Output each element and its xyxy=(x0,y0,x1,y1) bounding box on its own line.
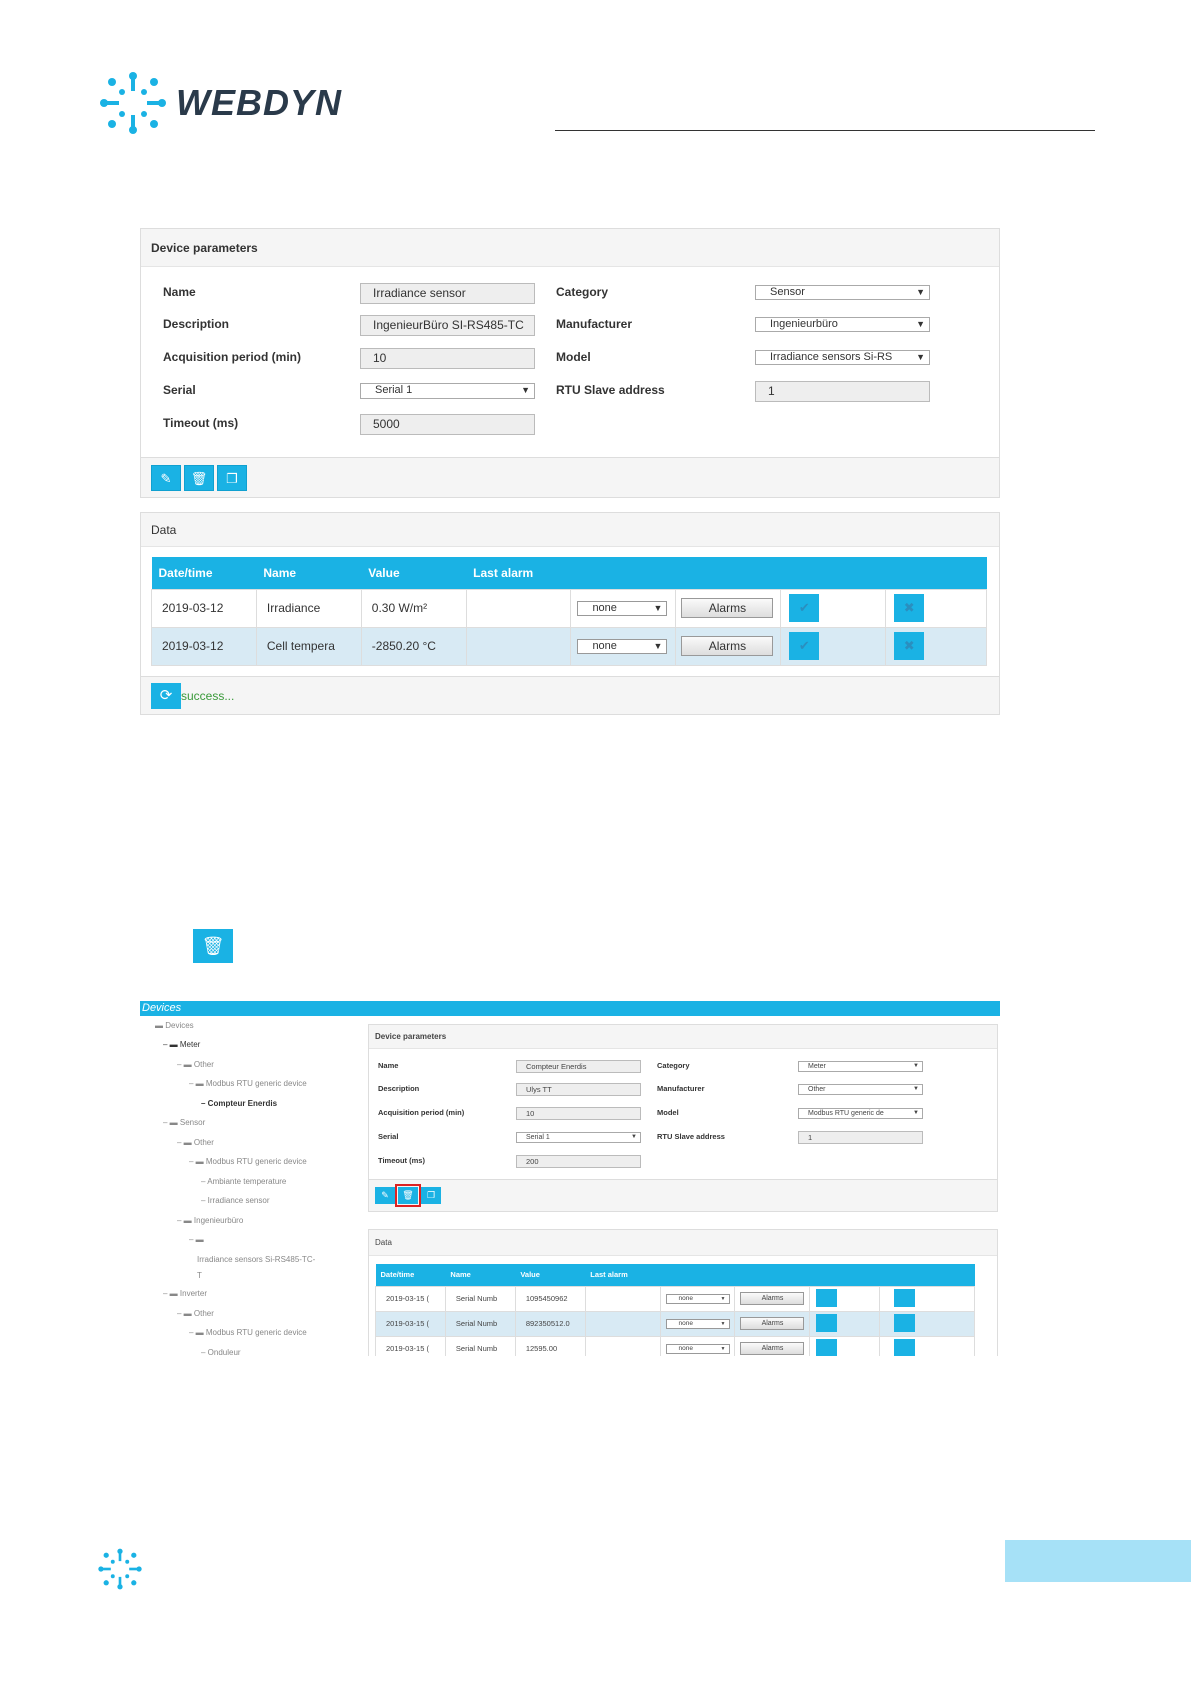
tree-node[interactable]: – ▬ Modbus RTU generic device xyxy=(189,1079,307,1088)
timeout-label: Timeout (ms) xyxy=(378,1156,425,1165)
column-header-last-alarm: Last alarm xyxy=(466,557,571,589)
cell-datetime: 2019-03-15 ( xyxy=(376,1311,446,1336)
tree-node[interactable]: – ▬ Ingenieurbüro xyxy=(177,1216,244,1225)
cell-value: -2850.20 °C xyxy=(361,627,466,665)
description-input[interactable]: IngenieurBüro SI-RS485-TC xyxy=(360,315,535,336)
acquisition-period-input[interactable]: 10 xyxy=(516,1107,641,1120)
model-select-value: Irradiance sensors Si-RS xyxy=(770,351,893,363)
serial-label: Serial xyxy=(378,1132,399,1141)
remove-button[interactable] xyxy=(894,594,924,622)
header-rule xyxy=(555,130,1095,131)
column-header-value: Value xyxy=(515,1264,585,1286)
row-select-value: none xyxy=(678,1320,693,1327)
table-header-row xyxy=(376,1264,975,1286)
device-screenshot-2 xyxy=(140,1001,1000,1356)
chevron-down-icon: ▼ xyxy=(913,1086,919,1092)
timeout-input[interactable]: 5000 xyxy=(360,414,535,435)
table-row xyxy=(376,1336,975,1356)
device-parameters-form xyxy=(369,1049,997,1179)
copy-icon: ❐ xyxy=(426,1190,436,1200)
refresh-icon: ⟳ xyxy=(159,686,173,704)
manufacturer-select-value: Ingenieurbüro xyxy=(770,318,838,330)
edit-button[interactable] xyxy=(375,1187,395,1204)
device-parameters-panel xyxy=(140,228,1000,498)
acquisition-period-label: Acquisition period (min) xyxy=(378,1108,465,1117)
device-parameters-title: Device parameters xyxy=(141,229,999,267)
alarms-button[interactable]: Alarms xyxy=(681,636,773,656)
column-header-datetime: Date/time xyxy=(376,1264,446,1286)
delete-button-highlighted[interactable] xyxy=(398,1187,418,1204)
serial-select[interactable] xyxy=(516,1132,641,1143)
validate-button[interactable] xyxy=(789,632,819,660)
cell-value: 892350512.0 xyxy=(515,1311,585,1336)
devices-title-bar: Devices xyxy=(140,1001,1000,1016)
model-label: Model xyxy=(556,350,591,364)
copy-button[interactable] xyxy=(217,465,247,491)
table-header-row xyxy=(152,557,987,589)
footer-page-tab xyxy=(1005,1540,1191,1582)
row-select-value: none xyxy=(592,640,617,652)
chevron-down-icon: ▼ xyxy=(521,385,530,395)
column-header-datetime: Date/time xyxy=(152,557,257,589)
device-parameters-title: Device parameters xyxy=(369,1025,997,1049)
remove-button[interactable] xyxy=(894,1289,915,1307)
model-select[interactable] xyxy=(798,1108,923,1119)
row-select-value: none xyxy=(678,1295,693,1302)
category-label: Category xyxy=(657,1061,690,1070)
model-label: Model xyxy=(657,1108,679,1117)
category-select[interactable] xyxy=(798,1061,923,1072)
validate-button[interactable] xyxy=(789,594,819,622)
cell-datetime: 2019-03-12 xyxy=(152,627,257,665)
edit-button[interactable] xyxy=(151,465,181,491)
name-label: Name xyxy=(163,285,196,299)
chevron-down-icon: ▼ xyxy=(916,287,925,297)
table-row xyxy=(376,1286,975,1311)
footer-logo xyxy=(97,1547,143,1596)
cell-datetime: 2019-03-15 ( xyxy=(376,1286,446,1311)
table-row xyxy=(152,589,987,627)
cell-name: Serial Numb xyxy=(445,1286,515,1311)
rtu-slave-address-input[interactable]: 1 xyxy=(755,381,930,402)
status-message: success... xyxy=(181,688,235,703)
column-header-name: Name xyxy=(256,557,361,589)
row-select[interactable] xyxy=(577,639,667,654)
serial-select-value: Serial 1 xyxy=(375,384,413,396)
edit-icon: ✎ xyxy=(381,1190,389,1200)
cell-last-alarm xyxy=(466,627,571,665)
serial-select-value: Serial 1 xyxy=(526,1134,550,1141)
rtu-slave-address-input[interactable]: 1 xyxy=(798,1131,923,1144)
row-select[interactable] xyxy=(577,601,667,616)
row-select-value: none xyxy=(592,602,617,614)
validate-button[interactable] xyxy=(816,1289,837,1307)
tree-node[interactable]: – ▬ Modbus RTU generic device xyxy=(189,1328,307,1337)
manufacturer-label: Manufacturer xyxy=(657,1084,705,1093)
webdyn-logo-icon xyxy=(98,70,168,136)
description-label: Description xyxy=(378,1084,420,1093)
serial-label: Serial xyxy=(163,383,196,397)
validate-button[interactable] xyxy=(816,1339,837,1357)
device-screenshot-1 xyxy=(140,228,1000,715)
device-toolbar xyxy=(141,457,999,497)
cell-last-alarm xyxy=(585,1336,660,1356)
trash-icon: 🗑 xyxy=(201,936,225,956)
chevron-down-icon: ▼ xyxy=(913,1063,919,1069)
cell-name: Serial Numb xyxy=(445,1311,515,1336)
description-input[interactable]: Ulys TT xyxy=(516,1083,641,1096)
tree-node: T xyxy=(197,1271,202,1280)
data-table xyxy=(151,557,987,666)
data-panel-small xyxy=(368,1229,998,1356)
category-label: Category xyxy=(556,285,609,299)
device-toolbar xyxy=(369,1179,997,1211)
data-title: Data xyxy=(141,513,999,547)
manufacturer-select-value: Other xyxy=(808,1086,826,1093)
tree-node[interactable]: – ▬ Meter xyxy=(163,1040,201,1049)
chevron-down-icon: ▼ xyxy=(720,1346,726,1352)
status-bar xyxy=(141,676,999,714)
table-row xyxy=(152,627,987,665)
remove-button[interactable] xyxy=(894,632,924,660)
acquisition-period-input[interactable]: 10 xyxy=(360,348,535,369)
chevron-down-icon: ▼ xyxy=(720,1321,726,1327)
tree-node[interactable]: – ▬ xyxy=(189,1235,204,1244)
cell-datetime: 2019-03-12 xyxy=(152,589,257,627)
tree-node[interactable]: – Ambiante temperature xyxy=(201,1177,287,1186)
category-select[interactable] xyxy=(755,285,930,300)
row-select[interactable] xyxy=(666,1344,730,1354)
row-select[interactable] xyxy=(666,1319,730,1329)
category-select-value: Meter xyxy=(808,1063,826,1070)
tree-node[interactable]: – Irradiance sensor xyxy=(201,1196,270,1205)
category-select-value: Sensor xyxy=(770,286,805,298)
tree-node[interactable]: – ▬ Other xyxy=(177,1309,214,1318)
cell-name: Irradiance xyxy=(256,589,361,627)
trash-icon: 🗑 xyxy=(190,471,208,486)
alarms-button[interactable]: Alarms xyxy=(740,1317,804,1330)
remove-button[interactable] xyxy=(894,1314,915,1332)
rtu-slave-address-label: RTU Slave address xyxy=(556,383,665,397)
cell-last-alarm xyxy=(585,1286,660,1311)
alarms-button[interactable]: Alarms xyxy=(681,598,773,618)
tree-node[interactable]: – Onduleur xyxy=(201,1348,241,1356)
alarms-button[interactable]: Alarms xyxy=(740,1342,804,1355)
tree-node[interactable]: – ▬ Modbus RTU generic device xyxy=(189,1157,307,1166)
cell-name: Serial Numb xyxy=(445,1336,515,1356)
timeout-label: Timeout (ms) xyxy=(163,416,239,430)
webdyn-logo xyxy=(98,70,342,136)
data-panel xyxy=(140,512,1000,715)
table-row xyxy=(376,1311,975,1336)
refresh-button[interactable] xyxy=(151,683,181,709)
model-select-value: Modbus RTU generic de xyxy=(808,1110,884,1117)
timeout-input[interactable]: 200 xyxy=(516,1155,641,1168)
manufacturer-select[interactable] xyxy=(755,317,930,332)
name-label: Name xyxy=(378,1061,399,1070)
device-parameters-panel-small xyxy=(368,1024,998,1212)
row-select-value: none xyxy=(678,1345,693,1352)
name-input[interactable]: Irradiance sensor xyxy=(360,283,535,304)
acquisition-period-label: Acquisition period (min) xyxy=(163,350,301,364)
chevron-down-icon: ▼ xyxy=(653,603,663,613)
remove-button[interactable] xyxy=(894,1339,915,1357)
close-icon: ✖ xyxy=(903,600,915,615)
tree-node[interactable]: Irradiance sensors Si-RS485-TC- xyxy=(197,1255,316,1264)
copy-icon: ❐ xyxy=(226,471,238,486)
cell-datetime: 2019-03-15 ( xyxy=(376,1336,446,1356)
cell-last-alarm xyxy=(585,1311,660,1336)
brand-name: WEBDYN xyxy=(176,82,342,123)
validate-button[interactable] xyxy=(816,1314,837,1332)
check-icon: ✔ xyxy=(798,638,810,653)
chevron-down-icon: ▼ xyxy=(653,641,663,651)
webdyn-logo-icon xyxy=(97,1547,143,1591)
cell-last-alarm xyxy=(466,589,571,627)
chevron-down-icon: ▼ xyxy=(916,319,925,329)
delete-button[interactable] xyxy=(184,465,214,491)
chevron-down-icon: ▼ xyxy=(916,352,925,362)
delete-button-illustration xyxy=(193,929,233,963)
description-label: Description xyxy=(163,317,230,331)
row-select[interactable] xyxy=(666,1294,730,1304)
cell-value: 12595.00 xyxy=(515,1336,585,1356)
manufacturer-label: Manufacturer xyxy=(556,317,633,331)
tree-node[interactable]: – ▬ Other xyxy=(177,1138,214,1147)
trash-icon: 🗑 xyxy=(402,1190,414,1200)
chevron-down-icon: ▼ xyxy=(913,1110,919,1116)
column-header-value: Value xyxy=(361,557,466,589)
manufacturer-select[interactable] xyxy=(798,1084,923,1095)
chevron-down-icon: ▼ xyxy=(720,1296,726,1302)
device-parameters-form xyxy=(141,267,999,457)
cell-value: 1095450962 xyxy=(515,1286,585,1311)
tree-node[interactable]: – ▬ Other xyxy=(177,1060,214,1069)
data-title: Data xyxy=(369,1230,997,1256)
tree-node[interactable]: – ▬ Inverter xyxy=(163,1289,208,1298)
alarms-button[interactable]: Alarms xyxy=(740,1292,804,1305)
serial-select[interactable] xyxy=(360,383,535,399)
model-select[interactable] xyxy=(755,350,930,365)
column-header-last-alarm: Last alarm xyxy=(585,1264,660,1286)
cell-name: Cell tempera xyxy=(256,627,361,665)
check-icon: ✔ xyxy=(798,600,810,615)
cell-value: 0.30 W/m² xyxy=(361,589,466,627)
close-icon: ✖ xyxy=(903,638,915,653)
tree-node-selected[interactable]: – Compteur Enerdis xyxy=(201,1099,278,1108)
rtu-slave-address-label: RTU Slave address xyxy=(657,1132,725,1141)
edit-icon: ✎ xyxy=(160,471,172,486)
copy-button[interactable] xyxy=(421,1187,441,1204)
column-header-name: Name xyxy=(445,1264,515,1286)
tree-node[interactable]: ▬ Devices xyxy=(155,1021,194,1030)
data-table xyxy=(375,1264,975,1356)
chevron-down-icon: ▼ xyxy=(631,1134,637,1140)
tree-node[interactable]: – ▬ Sensor xyxy=(163,1118,206,1127)
name-input[interactable]: Compteur Enerdis xyxy=(516,1060,641,1073)
